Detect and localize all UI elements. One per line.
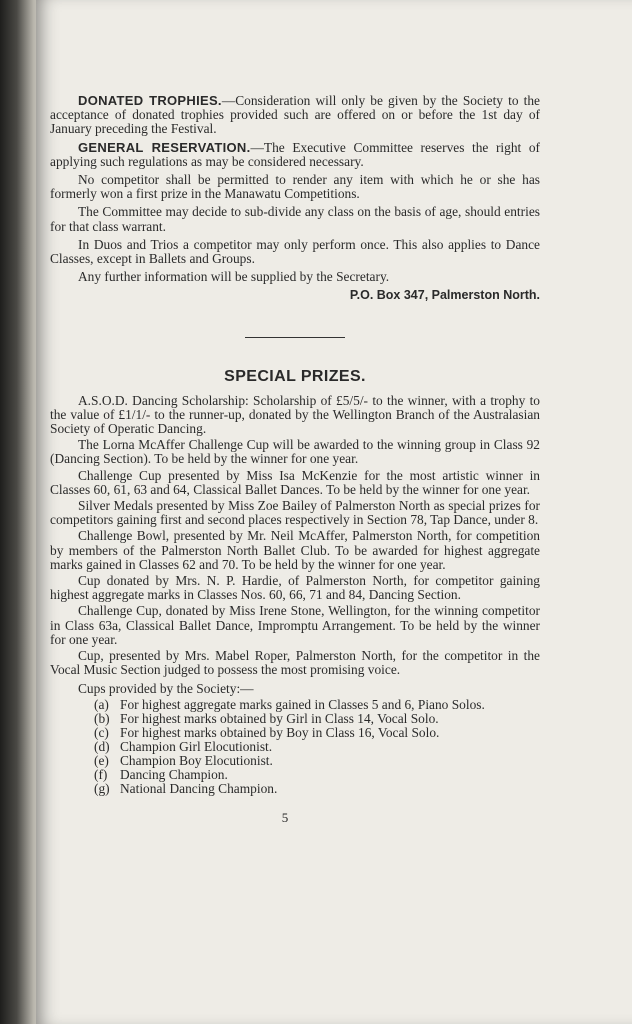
cup-label: (d) — [94, 738, 110, 754]
prize-paragraph: Challenge Cup, donated by Miss Irene Stone, Wellington, for the winning competitor in Class 63a, Classical Ballet Dance, Impromptu Arrangement. To be held by the winner for one year. — [50, 603, 540, 647]
prize-paragraph: Challenge Cup presented by Miss Isa McKenzie for the most artistic winner in Classes 60, 61, 63 and 64, Classical Ballet Dances. To be held by the winner for one year. — [50, 467, 540, 497]
donated-trophies-text: —Consideration will only be given by the Society to the acceptance of donated trophies provided such are offered on or before the 1st day of January preceding the Festival. — [50, 93, 540, 137]
list-item — [94, 712, 540, 726]
list-item — [94, 768, 540, 782]
cups-intro: Cups provided by the Society:— — [78, 680, 254, 696]
prize-paragraph: Cup donated by Mrs. N. P. Hardie, of Palmerston North, for competitor gaining highest aggregate marks in Classes Nos. 60, 66, 71 and 84, Dancing Section. — [50, 573, 540, 603]
prize-paragraph: Silver Medals presented by Miss Zoe Bailey of Palmerston North as special prizes for competitors gaining first and second places respectively in Section 78, Tap Dance, under 8. — [50, 498, 540, 528]
cup-label: (f) — [94, 766, 108, 782]
regulations-section — [50, 94, 540, 303]
further-info-paragraph: Any further information will be supplied by the Secretary. — [78, 269, 390, 285]
cup-text: For highest marks obtained by Girl in Class 14, Vocal Solo. — [120, 710, 439, 726]
prize-paragraph: The Lorna McAffer Challenge Cup will be awarded to the winning group in Class 92 (Dancing Section). To be held by the winner for one year. — [50, 437, 540, 467]
secretary-address: P.O. Box 347, Palmerston North. — [349, 288, 540, 303]
cup-text: For highest aggregate marks gained in Classes 5 and 6, Piano Solos. — [120, 696, 485, 712]
prize-paragraph: Cup, presented by Mrs. Mabel Roper, Palmerston North, for the competitor in the Vocal Music Section judged to possess the most promising voice. — [50, 648, 540, 678]
general-reservation-paragraph — [50, 141, 540, 169]
special-prizes-title: SPECIAL PRIZES. — [224, 367, 366, 385]
page-number: 5 — [281, 809, 289, 825]
list-item — [94, 754, 540, 768]
list-item — [94, 698, 540, 712]
cup-text: Champion Boy Elocutionist. — [120, 752, 273, 768]
section-divider — [245, 337, 345, 338]
donated-trophies-paragraph — [50, 94, 540, 137]
cup-text: National Dancing Champion. — [120, 780, 278, 796]
subdivide-paragraph: The Committee may decide to sub-divide any class on the basis of age, should entries for that class warrant. — [50, 204, 540, 234]
general-reservation-heading: GENERAL RESERVATION. — [78, 139, 251, 155]
prize-paragraph: Challenge Bowl, presented by Mr. Neil McAffer, Palmerston North, for competition by members of the Palmerston North Ballet Club. To be awarded for highest aggregate marks gained in Classes 62 and 70. To be held by the winner for one year. — [50, 528, 540, 572]
donated-trophies-heading: DONATED TROPHIES. — [78, 93, 222, 108]
cup-text: Dancing Champion. — [120, 766, 228, 782]
list-item — [94, 740, 540, 754]
cup-label: (e) — [94, 752, 109, 768]
document-page — [36, 0, 632, 1024]
cup-text: Champion Girl Elocutionist. — [120, 738, 273, 754]
cup-label: (c) — [94, 724, 109, 740]
cup-label: (g) — [94, 780, 110, 796]
list-item — [94, 726, 540, 740]
cup-label: (a) — [94, 696, 109, 712]
cup-text: For highest marks obtained by Boy in Class 16, Vocal Solo. — [120, 724, 440, 740]
prize-paragraph: A.S.O.D. Dancing Scholarship: Scholarship of £5/5/- to the winner, with a trophy to the value of £1/1/- to the runner-up, donated by the Wellington Branch of the Australasian Society of Operatic Dancing. — [50, 392, 540, 437]
special-prizes-section — [50, 394, 540, 796]
page-content — [50, 94, 540, 826]
duos-trios-paragraph: In Duos and Trios a competitor may only perform once. This also applies to Dance Classes, except in Ballets and Groups. — [50, 236, 540, 267]
former-winner-paragraph: No competitor shall be permitted to render any item with which he or she has formerly won a first prize in the Manawatu Competitions. — [50, 172, 540, 202]
list-item — [94, 782, 540, 796]
cup-label: (b) — [94, 710, 110, 726]
general-reservation-text: —The Executive Committee reserves the right of applying such regulations as may be considered necessary. — [50, 139, 540, 169]
cups-list — [50, 698, 540, 796]
